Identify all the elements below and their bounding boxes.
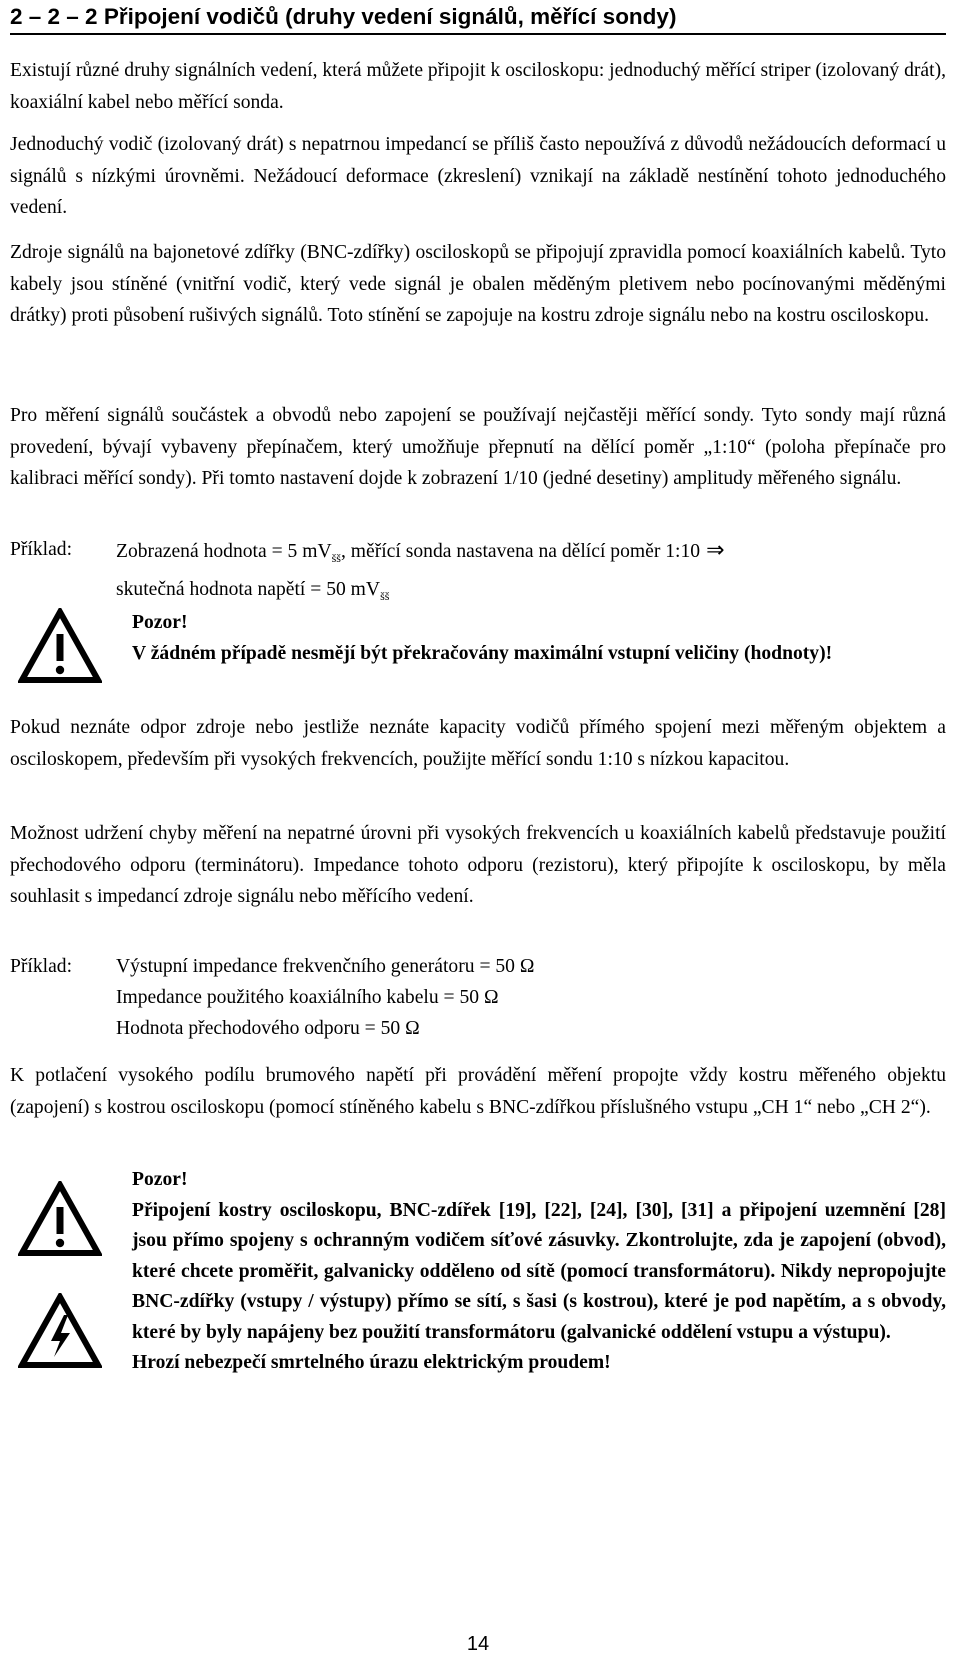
example-line-generator-impedance: Výstupní impedance frekvenčního generátoru = 50 Ω bbox=[116, 956, 535, 977]
high-voltage-warning-triangle-icon bbox=[18, 1293, 102, 1369]
paragraph-signal-lines: Existují různé druhy signálních vedení, která můžete připojit k osciloskopu: jednoduchý měřící striper (izolovaný drát), koaxiální kabel nebo měřící sonda. bbox=[10, 60, 946, 113]
page-number: 14 bbox=[466, 1633, 490, 1655]
example-label: Příklad: bbox=[10, 956, 73, 977]
warning-title: Pozor! bbox=[132, 1169, 188, 1190]
example-label: Příklad: bbox=[10, 539, 73, 560]
exclamation-warning-triangle-icon bbox=[18, 608, 102, 684]
warning-title: Pozor! bbox=[132, 612, 188, 633]
paragraph-terminator: Možnost udržení chyby měření na nepatrné úrovni při vysokých frekvencích u koaxiálních kabelů představuje použití přechodového odporu (terminátoru). Impedance tohoto odporu (rezistoru), který připojíte k osciloskopu, by měla souhlasit s impedancí zdroje signálu nebo měřícího vedení. bbox=[10, 823, 946, 907]
example-line-terminator-resistance: Hodnota přechodového odporu = 50 Ω bbox=[116, 1018, 420, 1039]
example-line-displayed-value: Zobrazená hodnota = 5 $mV_{šš}$, měřící sonda nastavena na dělící poměr 1:10 ⇒ bbox=[116, 537, 725, 565]
paragraph-coaxial-cable: Zdroje signálů na bajonetové zdířky (BNC-zdířky) osciloskopů se připojují zpravidla pomocí koaxiálních kabelů. Tyto kabely jsou stíněné (vnitřní vodič, který vede signál je obalen měděným pletivem nebo pocínovanými měděnými drátky) proti působení rušivých signálů. Toto stínění se zapojuje na kostru zdroje signálu nebo na kostru osciloskopu. bbox=[10, 242, 946, 326]
example-line-cable-impedance: Impedance použitého koaxiálního kabelu = 50 Ω bbox=[116, 987, 499, 1008]
example-line-actual-value: skutečná hodnota napětí = 50 $mV_{šš}$ bbox=[116, 579, 390, 603]
paragraph-simple-wire: Jednoduchý vodič (izolovaný drát) s nepatrnou impedancí se příliš často nepoužívá z důvodů nežádoucích deformací u signálů s nízkými úrovněmi. Nežádoucí deformace (zkreslení) vznikají na základě nestínění tohoto jednoduchého vedení. bbox=[10, 134, 946, 218]
paragraph-source-resistance: Pokud neznáte odpor zdroje nebo jestliže neznáte kapacity vodičů přímého spojení mezi měřeným objektem a osciloskopem, především při vysokých frekvencích, použijte měřící sondu 1:10 s nízkou kapacitou. bbox=[10, 717, 946, 770]
warning-final-line: Hrozí nebezpečí smrtelného úrazu elektrickým proudem! bbox=[132, 1352, 611, 1373]
implies-arrow-icon: ⇒ bbox=[706, 537, 725, 562]
section-heading: 2 – 2 – 2 Připojení vodičů (druhy vedení signálů, měřící sondy) bbox=[10, 2, 946, 35]
paragraph-probes: Pro měření signálů součástek a obvodů nebo zapojení se používají nejčastěji měřící sondy. Tyto sondy mají různá provedení, bývají vybaveny přepínačem, který umožňuje přepnutí na dělící poměr „1:10“ (poloha přepínače pro kalibraci měřící sondy). Při tomto nastavení dojde k zobrazení 1/10 (jedné desetiny) amplitudy měřeného signálu. bbox=[10, 405, 946, 489]
exclamation-warning-triangle-icon bbox=[18, 1181, 102, 1257]
paragraph-hum-suppression: K potlačení vysokého podílu brumového napětí při provádění měření propojte vždy kostru měřeného objektu (zapojení) s kostrou osciloskopu (pomocí stíněného kabelu s BNC-zdířkou příslušného vstupu „CH 1“ nebo „CH 2“). bbox=[10, 1065, 946, 1118]
warning-text: Připojení kostry osciloskopu, BNC-zdířek [19], [22], [24], [30], [31] a připojení uzemnění [28] jsou přímo spojeny s ochranným vodičem síťové zásuvky. Zkontrolujte, zda je zapojení (obvod), které chcete proměřit, galvanicky odděleno od sítě (pomocí transformátoru). Nikdy nepropojujte BNC-zdířky (vstupy / výstupy) přímo se sítí, s šasi (s kostrou), které je pod napětím, a s obvody, které by byly napájeny bez použití transformátoru (galvanické oddělení vstupu a výstupu). bbox=[132, 1199, 946, 1343]
warning-text: V žádném případě nesmějí být překračovány maximální vstupní veličiny (hodnoty)! bbox=[132, 642, 833, 664]
